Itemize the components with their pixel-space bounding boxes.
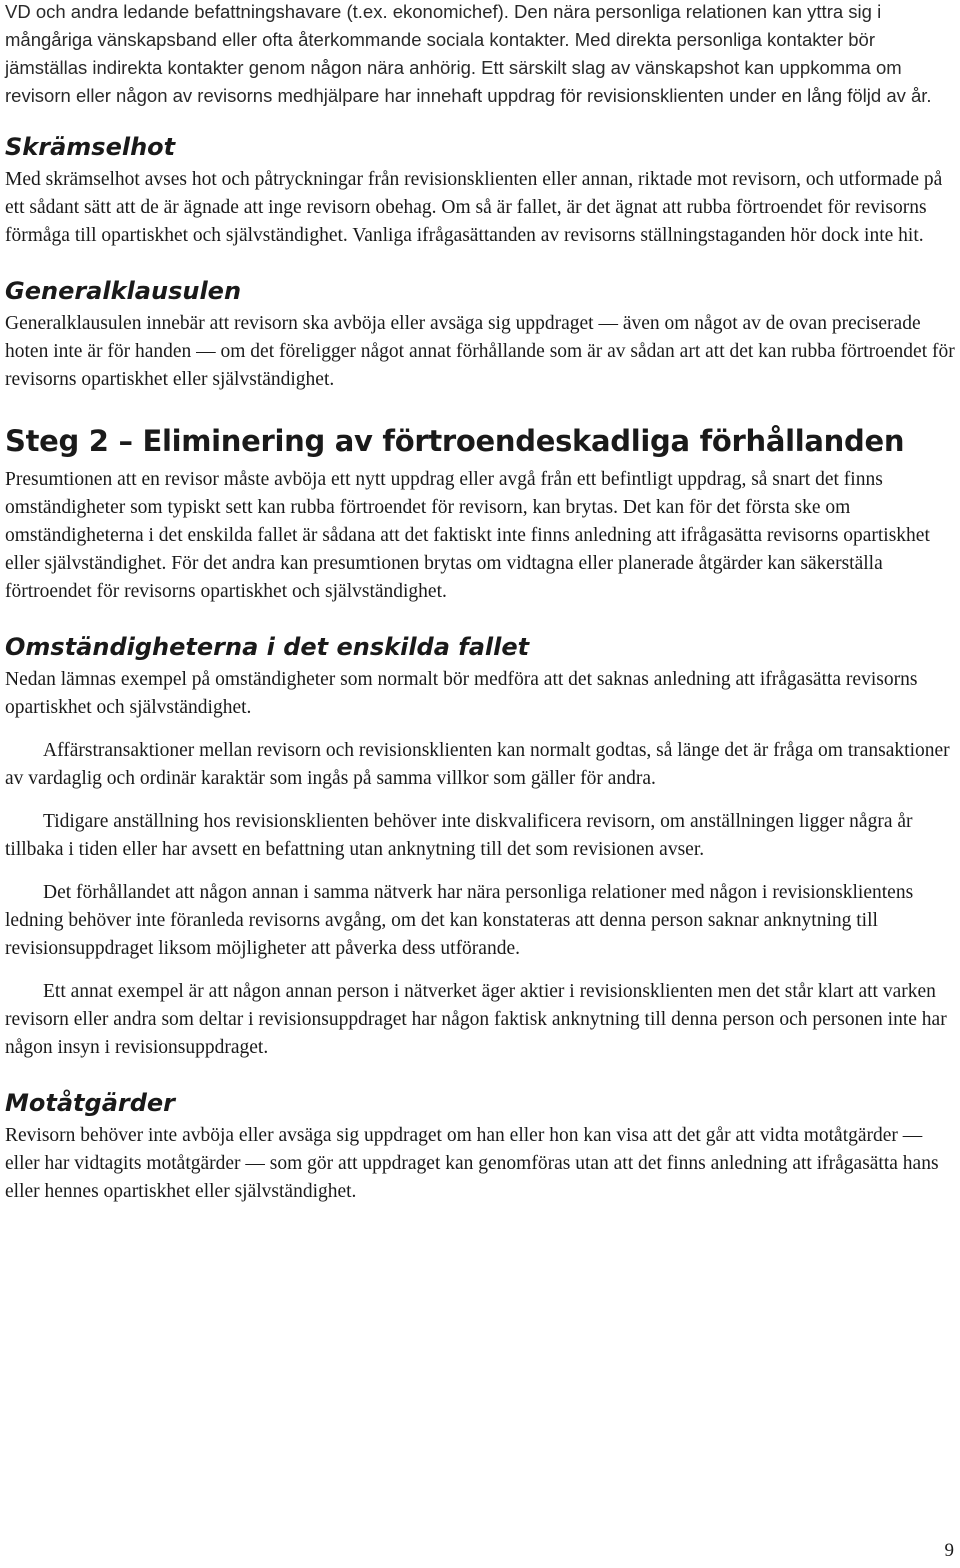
paragraph-generalklausulen: Generalklausulen innebär att revisorn ska avböja eller avsäga sig uppdraget — även om något av de ovan preciserade hoten inte är för handen — om det föreligger något annat förhållande som är av sådan art att det kan rubba förtroendet för revisorns opartiskhet eller självständighet.: [5, 313, 955, 390]
paragraph-omstandigheterna-intro: Nedan lämnas exempel på omständigheter som normalt bör medföra att det saknas anledning att ifrågasätta revisorns opartiskhet och självständighet.: [5, 669, 918, 718]
heading-skramselhot: Skrämselhot: [5, 133, 176, 161]
heading-generalklausulen: Generalklausulen: [5, 277, 242, 305]
heading-omstandigheterna: Omständigheterna i det enskilda fallet: [5, 633, 530, 661]
paragraph-steg2: Presumtionen att en revisor måste avböja ett nytt uppdrag eller avgå från ett befintligt uppdrag, så snart det finns omständigheter som typiskt sett kan rubba förtroendet för revisorn, kan brytas. Det kan för det första ske om omständigheterna i det enskilda fallet är sådana att det faktiskt inte finns anledning att ifrågasätta revisorns opartiskhet eller självständighet. För det andra kan presumtionen brytas om vidtagna eller planerade åtgärder kan säkerställa förtroendet för revisorns opartiskhet och självständighet.: [5, 469, 930, 602]
paragraph-tidigare-anstallning: Tidigare anställning hos revisionsklienten behöver inte diskvalificera revisorn, om anställningen ligger några år tillbaka i tiden eller har avsett en befattning utan anknytning till det som revisionen avser.: [5, 811, 913, 860]
paragraph-skramselhot: Med skrämselhot avses hot och påtryckningar från revisionsklienten eller annan, riktade mot revisorn, och utformade på ett sådant sätt att de är ägnade att inge revisorn obehag. Om så är fallet, är det ägnat att rubba förtroendet för revisorns förmåga till opartiskhet och självständighet. Vanliga ifrågasättanden av revisorns ställningstaganden hör dock inte hit.: [5, 169, 943, 246]
heading-motatgarder: Motåtgärder: [5, 1089, 176, 1117]
paragraph-affarstransaktioner: Affärstransaktioner mellan revisorn och revisionsklienten kan normalt godtas, så länge det är fråga om transaktioner av vardaglig och ordinär karaktär som ingås på samma villkor som gäller för andra.: [5, 740, 950, 789]
paragraph-aktier-natverk: Ett annat exempel är att någon annan person i nätverket äger aktier i revisionsklienten men det står klart att varken revisorn eller andra som deltar i revisionsuppdraget har någon faktisk anknytning till denna person och personen inte har någon insyn i revisionsuppdraget.: [5, 981, 947, 1058]
paragraph-motatgarder: Revisorn behöver inte avböja eller avsäga sig uppdraget om han eller hon kan visa att det går att vidta motåtgärder — eller har vidtagits motåtgärder — som gör att uppdraget kan genomföras utan att det finns anledning att ifrågasätta hans eller hennes opartiskhet eller självständighet.: [5, 1125, 939, 1202]
document-page: [5, 0, 955, 1206]
paragraph-natverk-relationer: Det förhållandet att någon annan i samma nätverk har nära personliga relationer med någon i revisionsklientens ledning behöver inte föranleda revisorns avgång, om det kan konstateras att denna person saknar anknytning till revisionsuppdraget liksom möjligheter att påverka dess utförande.: [5, 882, 914, 959]
heading-steg2: Steg 2 – Eliminering av förtroendeskadliga förhållanden: [5, 424, 905, 458]
intro-paragraph: VD och andra ledande befattningshavare (t.ex. ekonomichef). Den nära personliga relationen kan yttra sig i mångåriga vänskapsband eller ofta återkommande sociala kontakter. Med direkta personliga kontakter bör jämställas indirekta kontakter genom någon nära anhörig. Ett särskilt slag av vänskapshot kan uppkomma om revisorn eller någon av revisorns medhjälpare har innehaft uppdrag för revisionsklienten under en lång följd av år.: [5, 1, 932, 106]
page-number: 9: [944, 1540, 954, 1561]
